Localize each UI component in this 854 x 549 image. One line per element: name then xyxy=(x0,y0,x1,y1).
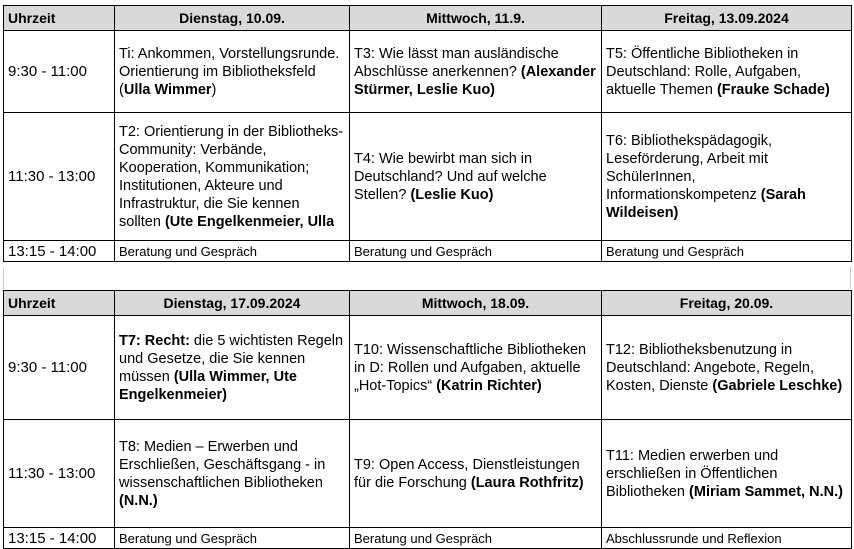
header-time: Uhrzeit xyxy=(4,291,115,316)
time-slot: 13:15 - 14:00 xyxy=(4,528,115,549)
time-slot: 9:30 - 11:00 xyxy=(4,316,115,420)
time-slot: 11:30 - 13:00 xyxy=(4,113,115,241)
session-cell: T2: Orientierung in der Bibliotheks-Community: Verbände, Kooperation, Kommunikation; Institutionen, Akteure und Infrastruktur, die Sie kennen sollten (Ute Engelkenmeier, Ulla xyxy=(115,113,350,241)
table-row xyxy=(4,420,852,528)
schedule-table-week1 xyxy=(3,5,852,262)
header-day: Mittwoch, 18.09. xyxy=(350,291,602,316)
table-row xyxy=(4,31,852,113)
table-row xyxy=(4,241,852,262)
session-cell: T8: Medien – Erwerben und Erschließen, Geschäftsgang - in wissenschaftlichen Bibliotheken (N.N.) xyxy=(115,420,350,528)
time-slot: 13:15 - 14:00 xyxy=(4,241,115,262)
session-cell: T4: Wie bewirbt man sich in Deutschland? Und auf welche Stellen? (Leslie Kuo) xyxy=(350,113,602,241)
session-cell: T3: Wie lässt man ausländische Abschlüsse anerkennen? (Alexander Stürmer, Leslie Kuo) xyxy=(350,31,602,113)
header-day: Freitag, 13.09.2024 xyxy=(602,6,852,31)
header-day: Freitag, 20.09. xyxy=(602,291,852,316)
session-cell: T9: Open Access, Dienstleistungen für die Forschung (Laura Rothfritz) xyxy=(350,420,602,528)
session-cell: Abschlussrunde und Reflexion xyxy=(602,528,852,549)
time-slot: 9:30 - 11:00 xyxy=(4,31,115,113)
table-row xyxy=(4,113,852,241)
session-cell: T10: Wissenschaftliche Bibliotheken in D: Rollen und Aufgaben, aktuelle „Hot-Topics“ (Katrin Richter) xyxy=(350,316,602,420)
session-cell: Beratung und Gespräch xyxy=(115,528,350,549)
header-row xyxy=(4,6,852,31)
session-cell: T6: Bibliothekspädagogik, Leseförderung, Arbeit mit SchülerInnen, Informationskompetenz (Sarah Wildeisen) xyxy=(602,113,852,241)
session-cell: T7: Recht: die 5 wichtisten Regeln und Gesetze, die Sie kennen müssen (Ulla Wimmer, Ute Engelkenmeier) xyxy=(115,316,350,420)
header-row xyxy=(4,291,852,316)
schedule-table-week2 xyxy=(3,290,852,549)
session-cell: T11: Medien erwerben und erschließen in Öffentlichen Bibliotheken (Miriam Sammet, N.N.) xyxy=(602,420,852,528)
session-cell: Beratung und Gespräch xyxy=(602,241,852,262)
time-slot: 11:30 - 13:00 xyxy=(4,420,115,528)
session-cell: Beratung und Gespräch xyxy=(350,241,602,262)
session-cell: Beratung und Gespräch xyxy=(350,528,602,549)
header-day: Mittwoch, 11.9. xyxy=(350,6,602,31)
session-cell: T5: Öffentliche Bibliotheken in Deutschland: Rolle, Aufgaben, aktuelle Themen (Frauke Schade) xyxy=(602,31,852,113)
header-time: Uhrzeit xyxy=(4,6,115,31)
session-cell: Ti: Ankommen, Vorstellungsrunde. Orientierung im Bibliotheksfeld (Ulla Wimmer) xyxy=(115,31,350,113)
session-cell: Beratung und Gespräch xyxy=(115,241,350,262)
table-separator xyxy=(3,267,851,289)
header-day: Dienstag, 10.09. xyxy=(115,6,350,31)
session-cell: T12: Bibliotheksbenutzung in Deutschland: Angebote, Regeln, Kosten, Dienste (Gabriele Leschke) xyxy=(602,316,852,420)
table-row xyxy=(4,316,852,420)
header-day: Dienstag, 17.09.2024 xyxy=(115,291,350,316)
table-row xyxy=(4,528,852,549)
